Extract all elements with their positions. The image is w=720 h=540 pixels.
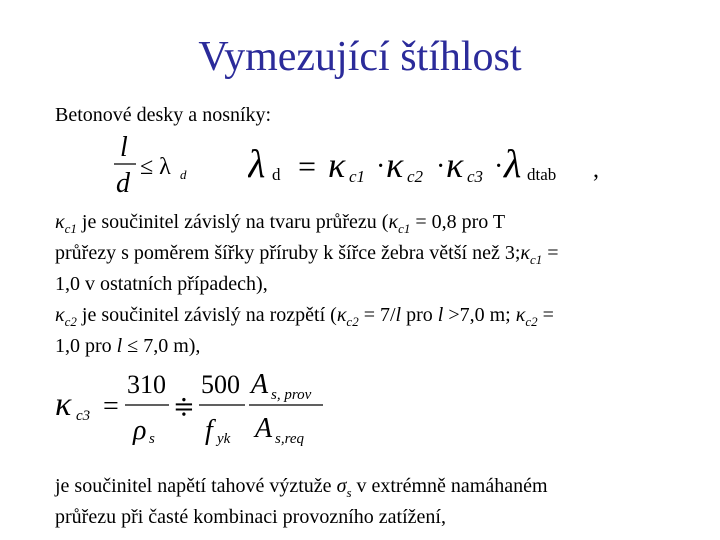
eq2-lambda-tab-subscript: dtab	[527, 165, 557, 184]
kappa-c2-text-2: = 7/	[358, 304, 396, 326]
eq3-den2-subscript: yk	[217, 431, 231, 447]
kappa-c2-text-1: je součinitel závislý na rozpětí (	[76, 304, 337, 326]
kappa-c1-text-2: = 0,8 pro T	[410, 211, 506, 233]
eq3-num2: 500	[201, 370, 240, 399]
eq2-kappa1: κ	[328, 145, 346, 185]
kappa-c2-text-5: =	[537, 304, 554, 326]
eq2-equals: =	[298, 148, 317, 184]
sigma-s-line-1	[55, 474, 685, 505]
slide-title: Vymezující štíhlost	[198, 34, 522, 80]
eq2-trailing-comma: ,	[593, 157, 599, 183]
sigma-s-text-1: je součinitel napětí tahové výztuže	[55, 475, 337, 497]
eq2-lambda: λ	[248, 141, 266, 186]
slenderness-inequality	[110, 132, 210, 198]
eq3-operator: ≑	[173, 392, 195, 421]
kappa-subscript: c2	[525, 314, 538, 329]
kappa-c1-line-3: 1,0 v ostatních případech),	[55, 273, 268, 295]
kappa-symbol: κ	[515, 304, 526, 326]
eq2-kappa2: κ	[386, 145, 404, 185]
eq2-kappa2-subscript: c2	[407, 167, 424, 186]
span-symbol: l	[116, 335, 123, 357]
kappa-symbol: κ	[55, 304, 65, 326]
eq1-relation-subscript: d	[180, 167, 187, 182]
kappa-c1-line-2	[55, 241, 685, 272]
kappa-c1-definition	[55, 210, 685, 297]
eq2-dot2: ·	[436, 151, 446, 182]
sigma-subscript: s	[346, 485, 352, 500]
kappa-c1-text-1: je součinitel závislý na tvaru průřezu (	[76, 211, 389, 233]
eq1-denominator: d	[116, 168, 130, 198]
eq3-den2: f	[205, 415, 213, 446]
eq2-lambda-subscript: d	[272, 165, 281, 184]
eq2-kappa3-subscript: c3	[467, 167, 484, 186]
kappa-c2-line-2a: 1,0 pro	[55, 335, 117, 357]
kappa-c2-definition	[55, 303, 685, 359]
eq3-num1: 310	[127, 370, 166, 399]
kappa-subscript: c2	[346, 314, 359, 329]
eq3-equals: =	[103, 391, 119, 422]
span-symbol: l	[395, 304, 402, 326]
eq1-relation: ≤ λ	[140, 154, 171, 180]
kappa-subscript: c2	[64, 314, 77, 329]
kappa-c1-line-2-text: průřezy s poměrem šířky příruby k šířce žebra větší než 3;	[55, 242, 521, 264]
kappa-symbol: κ	[55, 211, 65, 233]
eq3-kappa-subscript: c3	[76, 408, 91, 424]
eq3-kappa: κ	[55, 386, 72, 423]
eq2-dot3: ·	[494, 151, 504, 182]
sigma-s-definition	[55, 474, 685, 530]
lambda-d-formula	[248, 140, 618, 190]
kappa-subscript: c1	[398, 221, 411, 236]
eq1-numerator: l	[120, 132, 128, 163]
span-symbol: l	[437, 304, 444, 326]
eq3-den3-subscript: s,req	[275, 431, 305, 447]
intro-text: Betonové desky a nosníky:	[55, 104, 272, 126]
sigma-s-text-2: v extrémně namáhaném	[351, 475, 548, 497]
eq2-kappa3: κ	[446, 145, 464, 185]
eq2-lambda-tab: λ	[504, 141, 522, 186]
kappa-c2-line-2b: ≤ 7,0 m),	[122, 335, 201, 357]
eq3-den3: A	[255, 413, 273, 444]
eq3-num3-subscript: s, prov	[271, 387, 312, 403]
kappa-c1-line-2-end: =	[542, 242, 559, 264]
kappa-c1-line-1	[55, 210, 685, 241]
eq2-kappa1-subscript: c1	[349, 167, 366, 186]
kappa-c3-formula	[55, 363, 385, 453]
eq3-den1-subscript: s	[149, 431, 155, 447]
sigma-symbol: σ	[336, 475, 347, 497]
eq2-dot1: ·	[376, 151, 386, 182]
kappa-symbol: κ	[520, 242, 530, 264]
kappa-subscript: c1	[530, 252, 543, 267]
kappa-c2-line-2	[55, 334, 685, 359]
eq3-den1: ρ	[133, 415, 147, 446]
sigma-s-line-2: průřezu při časté kombinaci provozního zatížení,	[55, 506, 446, 528]
kappa-c2-line-1	[55, 303, 685, 334]
kappa-subscript: c1	[64, 221, 77, 236]
kappa-c2-text-3: pro	[401, 304, 438, 326]
kappa-symbol: κ	[336, 304, 347, 326]
kappa-symbol: κ	[388, 211, 399, 233]
eq3-num3: A	[251, 369, 269, 400]
kappa-c2-text-4: >7,0 m;	[443, 304, 516, 326]
